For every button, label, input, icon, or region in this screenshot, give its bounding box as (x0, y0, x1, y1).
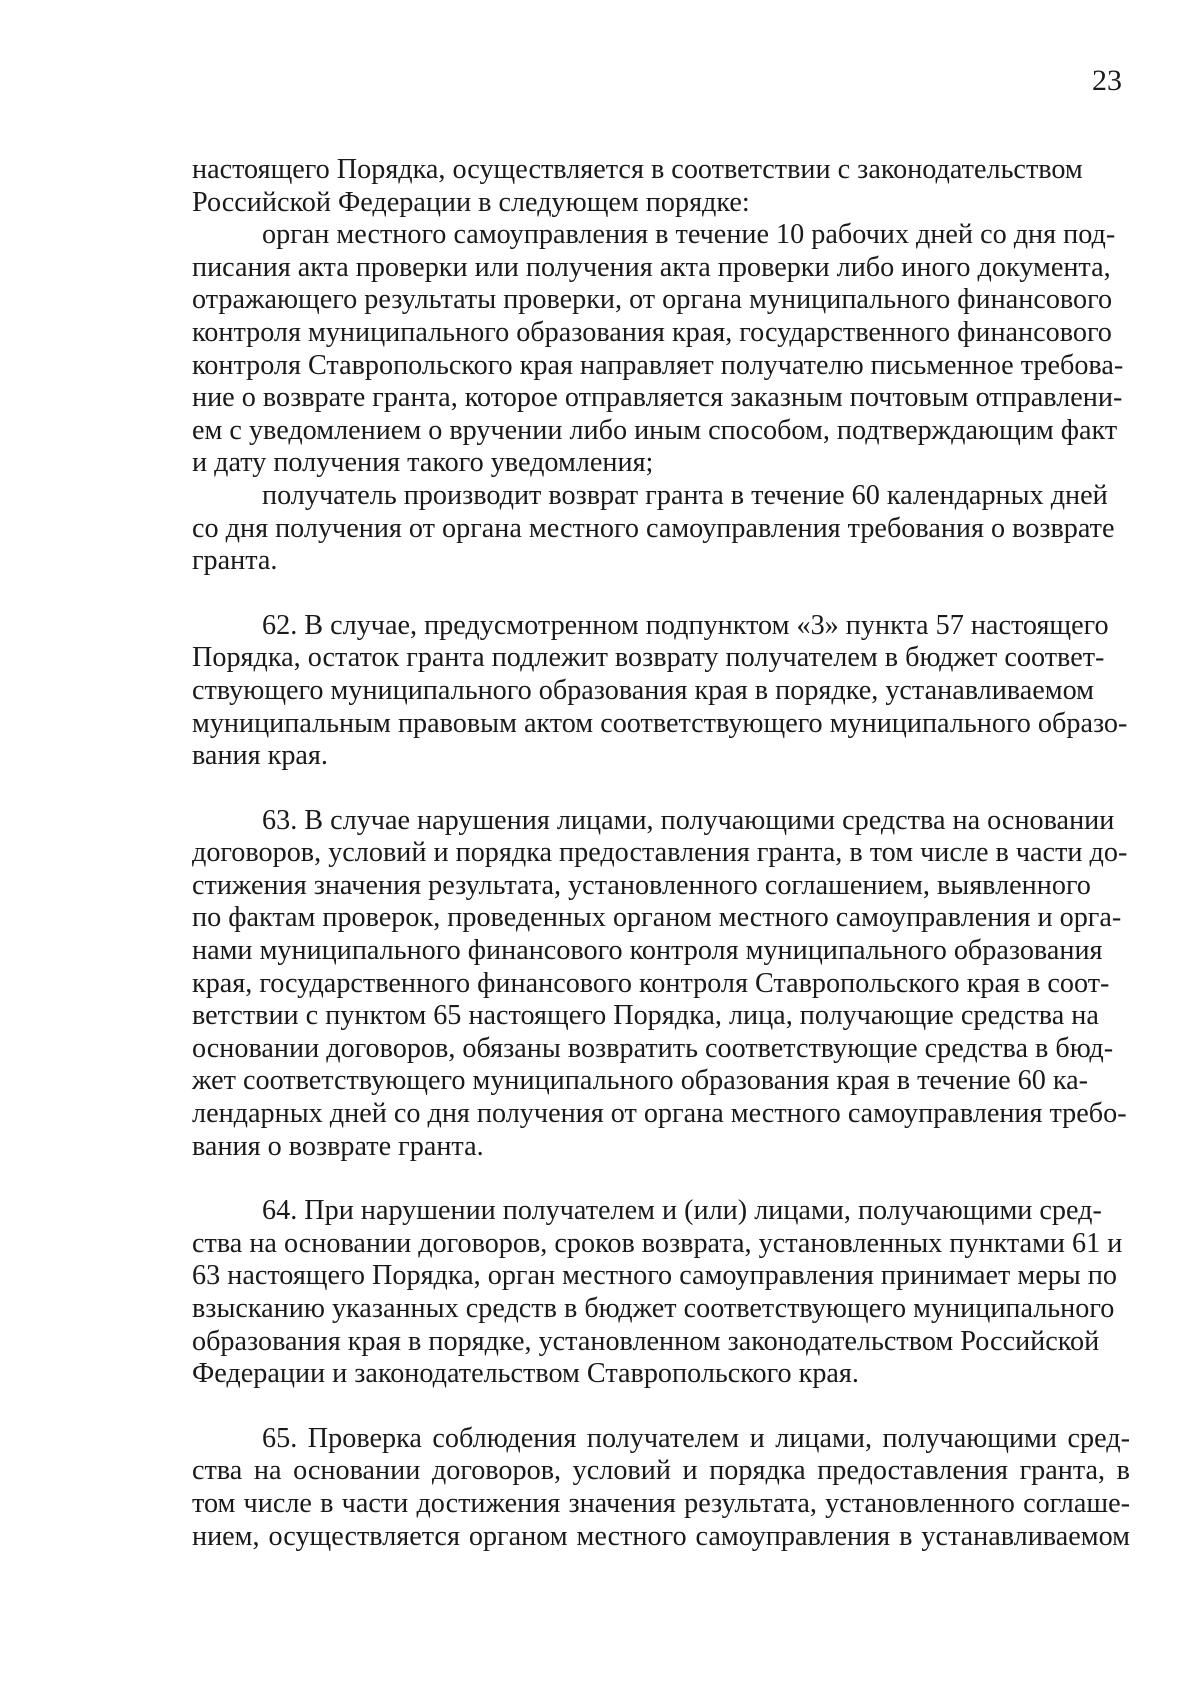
paragraph-recipient-return (192, 480, 1130, 578)
paragraph-authority-procedure (192, 219, 1130, 480)
text-line: ветствии с пунктом 65 настоящего Порядка, лица, получающие средства на (192, 1000, 1099, 1032)
text-line: вания края. (192, 740, 328, 772)
paragraph-intro (192, 154, 1130, 219)
text-line: Федерации и законодательством Ставропольского края. (192, 1358, 859, 1390)
text-line: контроля муниципального образования края, государственного финансового (192, 316, 1112, 348)
page-number: 23 (1092, 64, 1122, 97)
text-line: контроля Ставропольского края направляет получателю письменное требова- (192, 349, 1124, 381)
text-line: Российской Федерации в следующем порядке: (192, 186, 750, 218)
text-line: лендарных дней со дня получения от органа местного самоуправления требо- (192, 1098, 1127, 1130)
text-line: настоящего Порядка, осуществляется в соответствии с законодательством (192, 154, 1083, 185)
text-line: взысканию указанных средств в бюджет соответствующего муниципального (192, 1293, 1115, 1324)
text-line: писания акта проверки или получения акта проверки либо иного документа, (192, 251, 1111, 283)
paragraph-62 (192, 610, 1130, 773)
text-line: по фактам проверок, проведенных органом местного самоуправления и орга- (192, 902, 1122, 934)
text-line: стижения значения результата, установленного соглашением, выявленного (192, 869, 1091, 901)
text-line: орган местного самоуправления в течение 10 рабочих дней со дня под- (262, 219, 1116, 251)
text-line: отражающего результаты проверки, от органа муниципального финансового (192, 284, 1113, 316)
paragraph-63 (192, 805, 1130, 1164)
text-line: муниципальным правовым актом соответствующего муниципального образо- (192, 707, 1128, 739)
text-line: ства на основании договоров, условий и порядка предоставления гранта, в (192, 1455, 1130, 1487)
text-line: ствующего муниципального образования края в порядке, устанавливаемом (192, 674, 1094, 706)
text-line: со дня получения от органа местного самоуправления требования о возврате (192, 512, 1115, 544)
text-line: ем с уведомлением о вручении либо иным способом, подтверждающим факт (192, 414, 1118, 446)
text-line: ние о возврате гранта, которое отправляется заказным почтовым отправлени- (192, 382, 1123, 414)
text-line: вания о возврате гранта. (192, 1130, 484, 1162)
text-line: ства на основании договоров, сроков возврата, установленных пунктами 61 и (192, 1227, 1123, 1259)
text-line: получатель производит возврат гранта в течение 60 календарных дней (262, 479, 1108, 511)
text-line: 63 настоящего Порядка, орган местного самоуправления принимает меры по (192, 1260, 1117, 1292)
text-line: Порядка, остаток гранта подлежит возврату получателем в бюджет соответ- (192, 642, 1105, 674)
paragraph-65 (192, 1423, 1130, 1553)
text-line: образования края в порядке, установленном законодательством Российской (192, 1325, 1100, 1357)
text-line: нами муниципального финансового контроля муниципального образования (192, 935, 1103, 967)
text-line: договоров, условий и порядка предоставления гранта, в том числе в части до- (192, 837, 1128, 869)
text-line: 64. При нарушении получателем и (или) лицами, получающими сред- (262, 1195, 1102, 1227)
paragraph-64 (192, 1195, 1130, 1391)
text-line: нием, осуществляется органом местного самоуправления в устанавливаемом (192, 1520, 1130, 1552)
text-line: основании договоров, обязаны возвратить соответствующие средства в бюд- (192, 1032, 1114, 1064)
text-line: края, государственного финансового контроля Ставропольского края в соот- (192, 967, 1110, 999)
text-line: 65. Проверка соблюдения получателем и лицами, получающими сред- (262, 1422, 1130, 1454)
text-line: 62. В случае, предусмотренном подпунктом «3» пункта 57 настоящего (262, 609, 1109, 641)
text-line: гранта. (192, 545, 278, 577)
text-line: и дату получения такого уведомления; (192, 447, 654, 479)
text-line: жет соответствующего муниципального образования края в течение 60 ка- (192, 1065, 1089, 1097)
text-line: том числе в части достижения значения результата, установленного соглаше- (192, 1487, 1130, 1519)
document-body (192, 154, 1130, 1553)
text-line: 63. В случае нарушения лицами, получающими средства на основании (262, 804, 1115, 836)
